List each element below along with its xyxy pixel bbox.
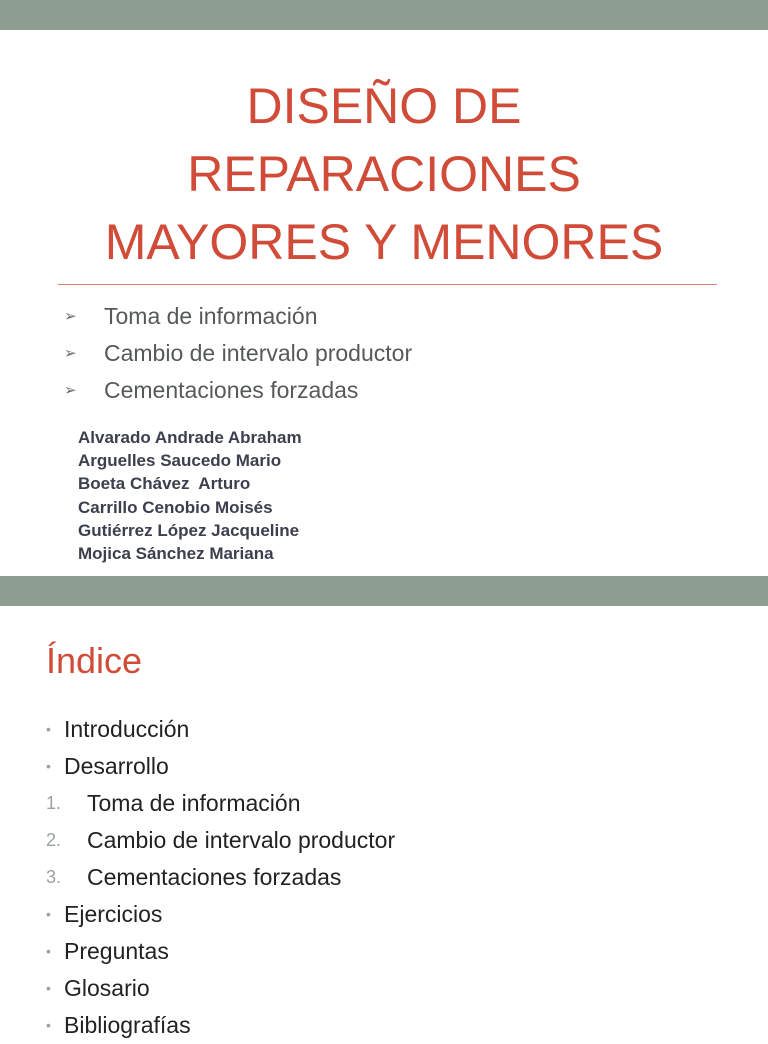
index-item	[44, 748, 395, 785]
title-line-3: MAYORES Y MENORES	[104, 214, 664, 270]
index-item-label: Toma de información	[87, 790, 301, 816]
index-item	[44, 896, 395, 933]
topic-label: Cambio de intervalo productor	[104, 340, 413, 366]
topic-list	[64, 298, 412, 409]
slide-title	[0, 72, 768, 276]
topic-item	[64, 335, 412, 372]
index-item-label: Preguntas	[64, 938, 169, 964]
bullet-marker: •	[46, 906, 51, 922]
index-item	[44, 859, 395, 896]
index-item-label: Desarrollo	[64, 753, 169, 779]
index-item-label: Bibliografías	[64, 1012, 191, 1038]
index-item-label: Introducción	[64, 716, 190, 742]
topic-label: Toma de información	[104, 303, 318, 329]
arrow-bullet-icon: ➢	[64, 345, 77, 362]
index-item	[44, 822, 395, 859]
topic-item	[64, 372, 412, 409]
index-item-label: Cambio de intervalo productor	[87, 827, 396, 853]
index-item-label: Glosario	[64, 975, 150, 1001]
top-band	[0, 0, 768, 30]
topic-label: Cementaciones forzadas	[104, 377, 359, 403]
bullet-marker: •	[46, 758, 51, 774]
number-marker: 1.	[46, 793, 62, 813]
slide-separator-band	[0, 576, 768, 606]
number-marker: 2.	[46, 830, 62, 850]
author-name: Gutiérrez López Jacqueline	[78, 520, 300, 540]
arrow-bullet-icon: ➢	[64, 308, 77, 325]
index-item	[44, 970, 395, 1007]
title-divider	[58, 284, 717, 285]
topic-item	[64, 298, 412, 335]
author-name: Boeta Chávez Arturo	[78, 474, 251, 494]
author-name: Carrillo Cenobio Moisés	[78, 497, 273, 517]
index-item	[44, 711, 395, 748]
index-item	[44, 785, 395, 822]
index-list	[44, 711, 395, 1044]
author-list	[78, 426, 302, 565]
title-line-1: DISEÑO DE	[246, 78, 522, 134]
arrow-bullet-icon: ➢	[64, 382, 77, 399]
index-title: Índice	[46, 640, 143, 681]
title-line-2: REPARACIONES	[187, 146, 581, 202]
index-item-label: Ejercicios	[64, 901, 163, 927]
index-item	[44, 1007, 395, 1044]
index-item-label: Cementaciones forzadas	[87, 864, 342, 890]
bullet-marker: •	[46, 721, 51, 737]
index-item	[44, 933, 395, 970]
author-name: Mojica Sánchez Mariana	[78, 544, 274, 564]
bullet-marker: •	[46, 1017, 51, 1033]
author-name: Alvarado Andrade Abraham	[78, 428, 302, 447]
bullet-marker: •	[46, 980, 51, 996]
bullet-marker: •	[46, 943, 51, 959]
number-marker: 3.	[46, 867, 62, 887]
author-name: Arguelles Saucedo Mario	[78, 451, 282, 471]
